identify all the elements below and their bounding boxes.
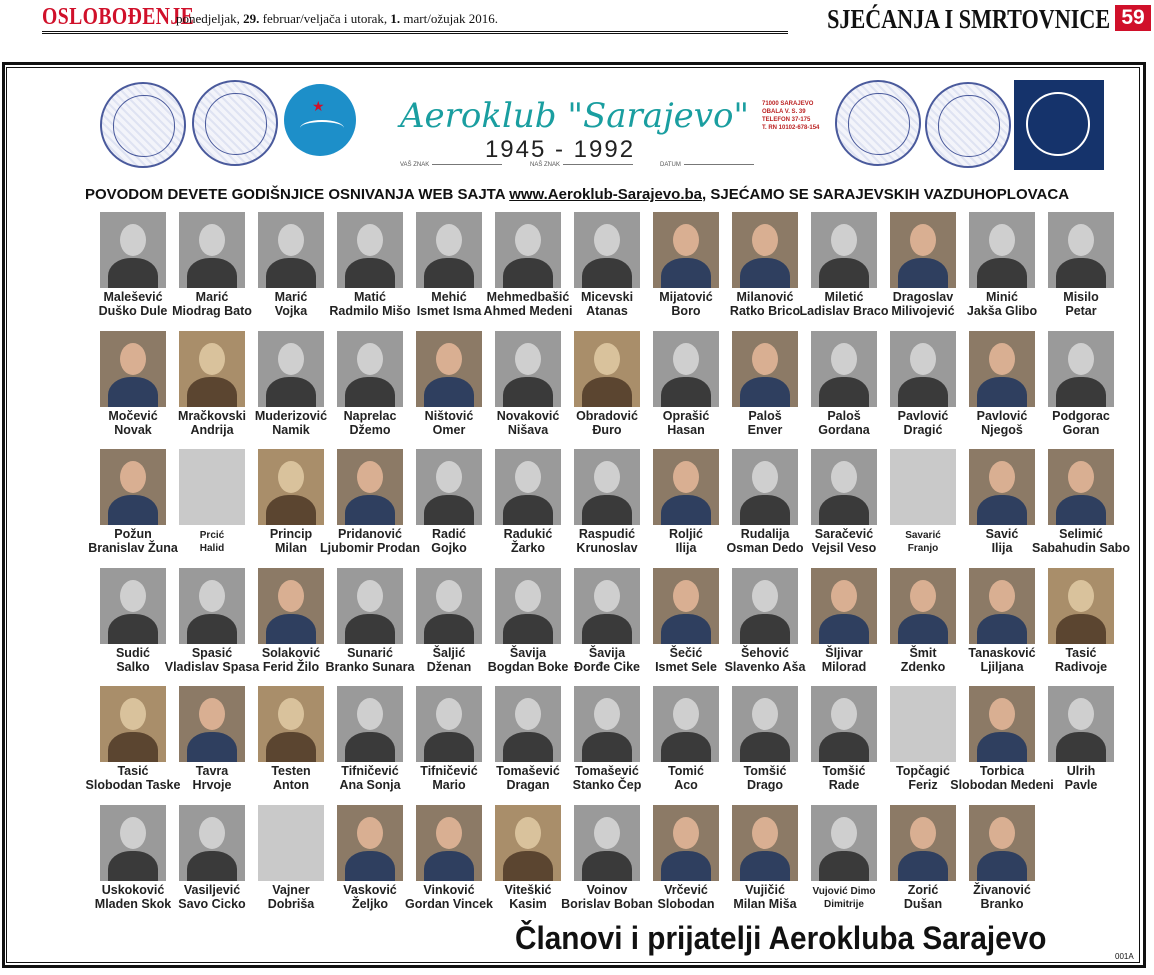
portrait-name-line-2: Mario bbox=[432, 778, 466, 792]
portrait-name-line-2: Anton bbox=[272, 778, 310, 792]
portrait-photo bbox=[574, 331, 640, 407]
portrait-name bbox=[1025, 527, 1137, 555]
portrait-name-line-2: Slobodan bbox=[657, 896, 715, 911]
portrait-name-line-1: Tomašević bbox=[575, 764, 639, 778]
portrait-name bbox=[1025, 764, 1137, 792]
stamp-icon bbox=[192, 80, 278, 166]
portrait-name-line-1: Mijatović bbox=[659, 290, 713, 304]
portrait-name-line-1: Minić bbox=[986, 290, 1018, 304]
portrait-name-line-1: Princip bbox=[269, 527, 313, 541]
portrait-name-line-2: Kasim bbox=[509, 896, 547, 911]
portrait-name-line-2: Atanas bbox=[586, 304, 628, 318]
portrait-name-line-1: Šaljić bbox=[432, 645, 466, 660]
portrait-photo bbox=[811, 449, 877, 525]
portrait-name-line-1: Vajner bbox=[272, 882, 310, 897]
header-rule bbox=[42, 31, 788, 32]
portrait-name-line-1: Tomašević bbox=[496, 764, 560, 778]
portrait-name-line-1: Vasiljević bbox=[183, 882, 241, 897]
portrait-name-line-2: Dragić bbox=[903, 422, 943, 437]
seal-ring bbox=[1026, 92, 1090, 156]
portrait-name-line-1: Paloš bbox=[748, 408, 782, 423]
portrait-name-line-2: Dragan bbox=[506, 778, 550, 792]
portrait-name-line-1: Šljivar bbox=[825, 645, 863, 660]
portrait-name-line-2: Ratko Brico bbox=[729, 304, 801, 318]
portrait-name-line-2: Njegoš bbox=[981, 422, 1023, 437]
portrait-name-line-1: Šečić bbox=[669, 645, 703, 660]
portrait-name-line-2: Slobodan Medeni bbox=[950, 778, 1054, 792]
portrait-name-line-1: Prcić bbox=[199, 530, 225, 541]
portrait-photo bbox=[495, 331, 561, 407]
portrait-name-line-2: Milan Miša bbox=[733, 896, 797, 911]
portrait-name-line-1: Roljić bbox=[668, 527, 704, 541]
portrait-photo bbox=[653, 686, 719, 762]
portrait-name-line-1: Ništović bbox=[424, 408, 474, 423]
photo-placeholder bbox=[890, 449, 956, 525]
portrait-name-line-1: Vujović Dimo bbox=[812, 885, 876, 897]
portrait-name-line-1: Uskoković bbox=[101, 882, 165, 897]
portrait-name-line-1: Dragoslav bbox=[892, 290, 954, 304]
portrait-name-line-1: Šavija bbox=[588, 645, 626, 660]
portrait-name bbox=[1025, 290, 1137, 318]
portrait-photo bbox=[653, 568, 719, 644]
portrait-name-line-2: Aco bbox=[674, 778, 698, 792]
portrait-name-line-2: Novak bbox=[114, 422, 152, 437]
page-number-badge: 59 bbox=[1115, 5, 1151, 31]
portrait-name-line-1: Savarić bbox=[905, 530, 941, 541]
portrait-photo bbox=[416, 331, 482, 407]
stamp-icon bbox=[835, 80, 921, 166]
portrait-name-line-1: Tomšić bbox=[822, 764, 866, 778]
portrait-photo bbox=[811, 686, 877, 762]
portrait-name-line-1: Sunarić bbox=[347, 645, 393, 660]
portrait-name-line-2: Branislav Žuna bbox=[88, 541, 178, 555]
portrait-name-line-2: Rade bbox=[828, 778, 860, 792]
headline-text: POVODOM DEVETE GODIŠNJICE OSNIVANJA WEB SAJTA bbox=[84, 186, 510, 203]
portrait-photo bbox=[969, 449, 1035, 525]
portrait-name-line-1: Marić bbox=[195, 290, 229, 304]
portrait-photo bbox=[100, 212, 166, 288]
memorial-portrait bbox=[1031, 449, 1131, 567]
letterhead-title: Aeroklub "Sarajevo" bbox=[400, 96, 750, 136]
portrait-name-line-1: Tifničević bbox=[420, 764, 478, 778]
portrait-name-line-2: Branko Sunara bbox=[325, 659, 415, 674]
portrait-name-line-2: Ljubomir Prodan bbox=[320, 541, 420, 555]
portrait-name-line-1: Sudić bbox=[115, 645, 151, 660]
portrait-name-line-1: Spasić bbox=[191, 645, 233, 660]
portrait-name-line-2: Dženan bbox=[426, 659, 472, 674]
portrait-name-line-2: Savo Cicko bbox=[178, 896, 246, 911]
portrait-photo bbox=[890, 805, 956, 881]
photo-placeholder bbox=[179, 449, 245, 525]
portrait-name-line-2: Mladen Skok bbox=[94, 896, 172, 911]
portrait-name-line-1: Testen bbox=[271, 764, 311, 778]
letterhead-fields bbox=[400, 162, 760, 172]
portrait-photo bbox=[100, 686, 166, 762]
portrait-name-line-1: Močević bbox=[108, 408, 158, 423]
section-title: SJEĆANJA I SMRTOVNICE bbox=[826, 4, 1110, 34]
letterhead-field-datum: DATUM bbox=[660, 162, 754, 168]
portrait-photo bbox=[179, 331, 245, 407]
portrait-name-line-1: Tasić bbox=[117, 764, 149, 778]
portrait-name-line-1: Voinov bbox=[586, 882, 628, 897]
portrait-name-line-1: Paloš bbox=[827, 408, 861, 423]
portrait-name-line-2: Milan bbox=[275, 541, 307, 555]
newspaper-masthead: OSLOBOĐENJE bbox=[42, 4, 195, 30]
portrait-photo bbox=[416, 212, 482, 288]
portrait-name-line-1: Savić bbox=[985, 527, 1019, 541]
portrait-photo bbox=[811, 212, 877, 288]
portrait-photo bbox=[653, 449, 719, 525]
portrait-name-line-2: Feriz bbox=[908, 778, 938, 792]
portrait-name-line-2: Gordan Vincek bbox=[405, 896, 493, 911]
portrait-name-line-1: Tavra bbox=[195, 764, 229, 778]
portrait-name-line-1: Muderizović bbox=[254, 408, 328, 423]
portrait-photo bbox=[495, 568, 561, 644]
stamp-icon bbox=[100, 82, 186, 168]
portrait-name-line-1: Podgorac bbox=[1052, 408, 1110, 423]
portrait-name-line-2: Slavenko Aša bbox=[724, 659, 806, 674]
headline-website: www.Aeroklub-Sarajevo.ba bbox=[509, 186, 703, 203]
ad-headline bbox=[0, 186, 1154, 203]
portrait-name-line-2: Borislav Boban bbox=[561, 896, 653, 911]
portrait-name-line-1: Naprelac bbox=[343, 408, 397, 423]
portrait-name-line-1: Micevski bbox=[580, 290, 634, 304]
portrait-name-line-2: Slobodan Taske bbox=[85, 778, 181, 792]
portrait-photo bbox=[179, 568, 245, 644]
portrait-name-line-1: Vrčević bbox=[664, 882, 708, 897]
portrait-name-line-2: Ahmed Medeni bbox=[483, 304, 573, 318]
portrait-name-line-1: Oprašić bbox=[662, 408, 710, 423]
portrait-name-line-1: Živanović bbox=[973, 882, 1031, 897]
memorial-portrait bbox=[1031, 568, 1131, 686]
portrait-name-line-2: Andrija bbox=[190, 422, 234, 437]
portrait-name-line-2: Ismet Isma bbox=[416, 304, 482, 318]
portrait-photo bbox=[100, 331, 166, 407]
portrait-photo bbox=[732, 686, 798, 762]
portrait-name-line-1: Miletić bbox=[824, 290, 864, 304]
portrait-name-line-1: Matić bbox=[354, 290, 386, 304]
portrait-photo bbox=[969, 686, 1035, 762]
portrait-photo bbox=[495, 449, 561, 525]
portrait-name-line-2: Osman Dedo bbox=[726, 541, 804, 555]
portrait-photo bbox=[416, 449, 482, 525]
letterhead-field-vas-znak: VAŠ ZNAK bbox=[400, 162, 502, 168]
portrait-name-line-1: Viteškić bbox=[504, 882, 552, 897]
portrait-photo bbox=[811, 331, 877, 407]
portrait-photo bbox=[337, 331, 403, 407]
portrait-name-line-2: Đorđe Cike bbox=[574, 659, 640, 674]
portrait-photo bbox=[337, 449, 403, 525]
portrait-name-line-1: Ulrih bbox=[1066, 764, 1096, 778]
portrait-name-line-2: Đuro bbox=[592, 422, 622, 437]
aeroklub-letterhead bbox=[100, 78, 1104, 176]
portrait-name-line-2: Omer bbox=[432, 422, 466, 437]
portrait-name-line-1: Radić bbox=[431, 527, 467, 541]
portrait-name-line-2: Nišava bbox=[507, 422, 549, 437]
headline-text-end: , SJEĆAMO SE SARAJEVSKIH VAZDUHOPLOVACA bbox=[702, 186, 1070, 203]
portrait-name-line-1: Milanović bbox=[736, 290, 794, 304]
portrait-photo bbox=[574, 449, 640, 525]
photo-placeholder bbox=[258, 805, 324, 881]
header-rule-secondary bbox=[42, 33, 788, 34]
address-line: OBALA V. S. 39 bbox=[762, 109, 806, 115]
portrait-name-line-2: Halid bbox=[199, 543, 225, 554]
portrait-name-line-2: Boro bbox=[671, 304, 701, 318]
portrait-photo bbox=[258, 331, 324, 407]
portrait-name-line-1: Pavlović bbox=[897, 408, 949, 423]
portrait-photo bbox=[1048, 568, 1114, 644]
portrait-photo bbox=[969, 805, 1035, 881]
portrait-photo bbox=[732, 449, 798, 525]
portrait-name-line-1: Mračkovski bbox=[177, 408, 247, 423]
portrait-photo bbox=[179, 805, 245, 881]
portrait-name-line-1: Marić bbox=[274, 290, 308, 304]
portrait-photo bbox=[337, 805, 403, 881]
dateline-suffix: mart/ožujak 2016. bbox=[400, 11, 499, 26]
portrait-photo bbox=[416, 805, 482, 881]
portrait-name-line-1: Novaković bbox=[496, 408, 560, 423]
red-star-icon: ★ bbox=[312, 98, 325, 114]
portrait-name-line-2: Ljiljana bbox=[980, 659, 1024, 674]
dateline-prefix: ponedjeljak, bbox=[176, 11, 244, 26]
address-line: TELEFON 37-175 bbox=[762, 117, 811, 123]
dateline bbox=[176, 11, 498, 27]
portrait-name-line-2: Sabahudin Sabo bbox=[1032, 541, 1130, 555]
portrait-name-line-2: Dimitrije bbox=[823, 898, 864, 910]
portrait-name-line-2: Bogdan Boke bbox=[487, 659, 569, 674]
portrait-name-line-2: Džemo bbox=[349, 422, 391, 437]
portrait-name-line-1: Tomšić bbox=[743, 764, 787, 778]
portrait-name-line-2: Stanko Čep bbox=[572, 778, 642, 792]
ad-code: 001A bbox=[1115, 952, 1134, 961]
portrait-name-line-1: Tasić bbox=[1065, 645, 1097, 660]
portrait-name-line-2: Branko bbox=[980, 896, 1024, 911]
portrait-grid bbox=[85, 212, 1144, 922]
memorial-portrait bbox=[1031, 212, 1131, 330]
portrait-photo bbox=[179, 686, 245, 762]
portrait-name-line-2: Radmilo Mišo bbox=[329, 304, 411, 318]
portrait-photo bbox=[969, 212, 1035, 288]
wing-icon bbox=[300, 120, 344, 136]
portrait-photo bbox=[495, 212, 561, 288]
portrait-name-line-1: Rudalija bbox=[740, 527, 790, 541]
address-line: T. RN 10102-678-154 bbox=[762, 125, 820, 131]
portrait-name-line-2: Vejsil Veso bbox=[811, 541, 877, 555]
portrait-name-line-1: Vasković bbox=[343, 882, 397, 897]
portrait-photo bbox=[1048, 331, 1114, 407]
memorial-portrait bbox=[1031, 331, 1131, 449]
portrait-name-line-1: Torbica bbox=[979, 764, 1025, 778]
portrait-photo bbox=[416, 686, 482, 762]
portrait-photo bbox=[969, 331, 1035, 407]
portrait-name bbox=[1025, 646, 1137, 674]
closing-line: Članovi i prijatelji Aerokluba Sarajevo bbox=[515, 920, 1047, 956]
portrait-name-line-2: Dušan bbox=[903, 896, 943, 911]
memorial-portrait bbox=[952, 805, 1052, 923]
portrait-photo bbox=[495, 805, 561, 881]
portrait-name-line-1: Selimić bbox=[1059, 527, 1103, 541]
portrait-photo bbox=[258, 212, 324, 288]
portrait-name-line-2: Enver bbox=[747, 422, 783, 437]
portrait-name-line-2: Vojka bbox=[274, 304, 308, 318]
portrait-photo bbox=[732, 331, 798, 407]
portrait-name-line-2: Petar bbox=[1065, 304, 1097, 318]
portrait-photo bbox=[416, 568, 482, 644]
portrait-photo bbox=[811, 805, 877, 881]
portrait-name-line-1: Tomić bbox=[668, 764, 704, 778]
portrait-name-line-1: Požun bbox=[114, 527, 152, 541]
portrait-photo bbox=[574, 805, 640, 881]
portrait-name-line-2: Vladislav Spasa bbox=[164, 659, 260, 674]
portrait-photo bbox=[732, 805, 798, 881]
portrait-name-line-2: Salko bbox=[116, 659, 150, 674]
portrait-name-line-2: Pavle bbox=[1064, 778, 1098, 792]
portrait-photo bbox=[732, 568, 798, 644]
portrait-name bbox=[1025, 409, 1137, 437]
portrait-name-line-2: Željko bbox=[351, 896, 389, 911]
portrait-name-line-2: Ladislav Braco bbox=[799, 304, 889, 318]
portrait-photo bbox=[574, 686, 640, 762]
portrait-photo bbox=[100, 449, 166, 525]
portrait-name-line-2: Gordana bbox=[818, 422, 870, 437]
portrait-name-line-1: Pridanović bbox=[338, 527, 402, 541]
portrait-name-line-1: Radukić bbox=[503, 527, 553, 541]
portrait-photo bbox=[258, 568, 324, 644]
portrait-name-line-1: Vujičić bbox=[745, 882, 785, 897]
portrait-photo bbox=[890, 212, 956, 288]
portrait-name-line-1: Misilo bbox=[1063, 290, 1099, 304]
portrait-photo bbox=[811, 568, 877, 644]
portrait-name-line-2: Ilija bbox=[675, 541, 697, 555]
portrait-photo bbox=[969, 568, 1035, 644]
portrait-photo bbox=[574, 212, 640, 288]
letterhead-years: 1945 - 1992 bbox=[484, 136, 636, 163]
portrait-name-line-1: Obradović bbox=[576, 408, 638, 423]
portrait-photo bbox=[258, 449, 324, 525]
portrait-name bbox=[946, 883, 1058, 911]
portrait-name-line-2: Ismet Sele bbox=[655, 659, 717, 674]
portrait-photo bbox=[1048, 449, 1114, 525]
dateline-day-1: 29. bbox=[243, 11, 260, 26]
portrait-name-line-2: Gojko bbox=[431, 541, 467, 555]
portrait-name-line-2: Milorad bbox=[821, 659, 867, 674]
portrait-photo bbox=[100, 805, 166, 881]
portrait-photo bbox=[258, 686, 324, 762]
portrait-name-line-1: Šehović bbox=[741, 645, 789, 660]
portrait-name-line-2: Drago bbox=[746, 778, 784, 792]
portrait-photo bbox=[179, 212, 245, 288]
portrait-name-line-2: Dobriša bbox=[267, 896, 315, 911]
portrait-photo bbox=[337, 212, 403, 288]
stamp-icon bbox=[925, 82, 1011, 168]
letterhead-address bbox=[762, 100, 832, 132]
portrait-name-line-2: Radivoje bbox=[1054, 659, 1108, 674]
portrait-name-line-2: Ferid Žilo bbox=[262, 659, 320, 674]
portrait-photo bbox=[337, 568, 403, 644]
aeroklub-seal-icon bbox=[1014, 80, 1104, 170]
portrait-photo bbox=[100, 568, 166, 644]
portrait-name-line-2: Namik bbox=[272, 422, 310, 437]
portrait-name-line-1: Mehić bbox=[431, 290, 467, 304]
portrait-photo bbox=[1048, 686, 1114, 762]
photo-placeholder bbox=[890, 686, 956, 762]
portrait-name-line-2: Goran bbox=[1062, 422, 1100, 437]
portrait-name-line-1: Topčagić bbox=[896, 764, 950, 778]
portrait-name-line-1: Tifničević bbox=[341, 764, 399, 778]
dateline-middle: februar/veljača i utorak, bbox=[259, 11, 391, 26]
portrait-photo bbox=[890, 568, 956, 644]
portrait-photo bbox=[653, 805, 719, 881]
portrait-name-line-1: Zorić bbox=[907, 882, 939, 897]
portrait-photo bbox=[1048, 212, 1114, 288]
portrait-name-line-1: Vinković bbox=[423, 882, 475, 897]
portrait-name-line-2: Krunoslav bbox=[576, 541, 638, 555]
portrait-name-line-2: Miodrag Bato bbox=[172, 304, 252, 318]
portrait-name-line-2: Milivojević bbox=[891, 304, 955, 318]
newspaper-header bbox=[0, 0, 1154, 40]
portrait-name-line-1: Malešević bbox=[103, 290, 163, 304]
portrait-name-line-1: Tanasković bbox=[968, 645, 1036, 660]
dateline-day-2: 1. bbox=[390, 11, 401, 26]
portrait-photo bbox=[653, 331, 719, 407]
portrait-photo bbox=[732, 212, 798, 288]
portrait-name-line-1: Solaković bbox=[261, 645, 321, 660]
portrait-photo bbox=[495, 686, 561, 762]
memorial-portrait bbox=[1031, 686, 1131, 804]
portrait-name-line-2: Hasan bbox=[667, 422, 705, 437]
portrait-name-line-2: Hrvoje bbox=[192, 778, 232, 792]
portrait-name-line-2: Ilija bbox=[991, 541, 1013, 555]
portrait-photo bbox=[574, 568, 640, 644]
portrait-name-line-1: Raspudić bbox=[578, 527, 636, 541]
portrait-name-line-1: Mehmedbašić bbox=[486, 290, 570, 304]
portrait-name-line-1: Saračević bbox=[814, 527, 874, 541]
portrait-name-line-2: Franjo bbox=[907, 543, 939, 554]
portrait-name-line-1: Pavlović bbox=[976, 408, 1028, 423]
portrait-name-line-2: Duško Dule bbox=[98, 304, 168, 318]
portrait-photo bbox=[653, 212, 719, 288]
portrait-photo bbox=[337, 686, 403, 762]
portrait-photo bbox=[890, 331, 956, 407]
portrait-name-line-2: Zdenko bbox=[900, 659, 946, 674]
portrait-name-line-1: Šmit bbox=[909, 645, 937, 660]
address-line: 71000 SARAJEVO bbox=[762, 101, 814, 107]
portrait-name-line-2: Ana Sonja bbox=[339, 778, 401, 792]
portrait-name-line-2: Žarko bbox=[510, 541, 546, 555]
portrait-name-line-2: Jakša Glibo bbox=[966, 304, 1038, 318]
portrait-name-line-1: Šavija bbox=[509, 645, 547, 660]
letterhead-field-nas-znak: NAŠ ZNAK bbox=[530, 162, 633, 168]
